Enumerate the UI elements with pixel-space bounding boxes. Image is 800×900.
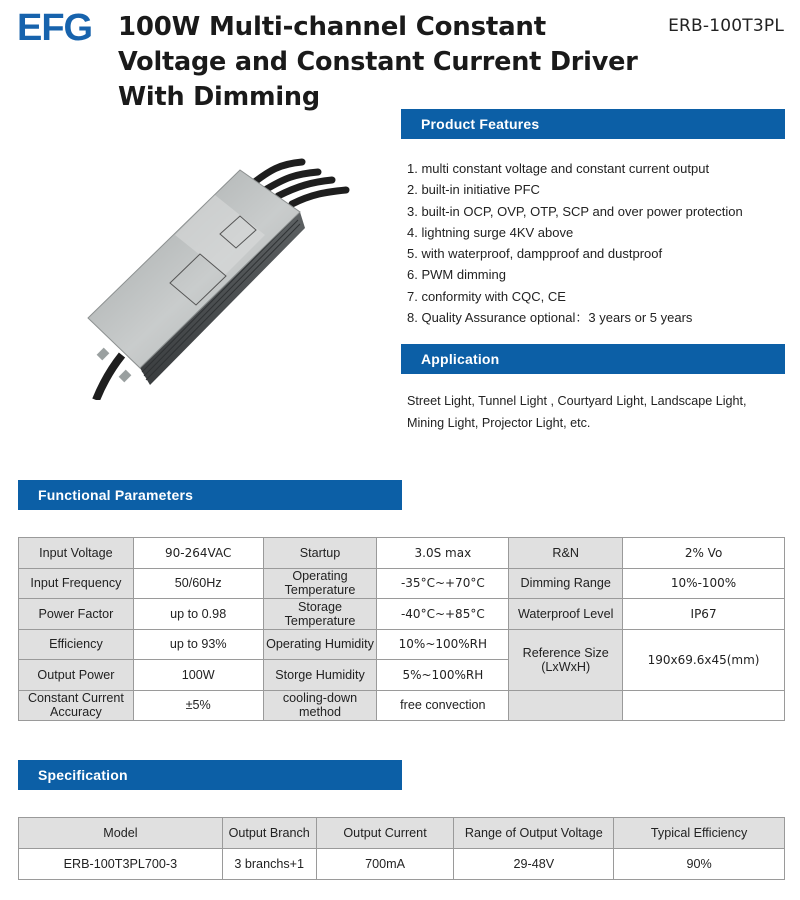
cell-efficiency: 90% — [614, 849, 785, 880]
product-image — [80, 150, 380, 400]
param-value: 90-264VAC — [133, 538, 263, 569]
param-label: Storage Temperature — [263, 599, 377, 630]
feature-item: 7. conformity with CQC, CE — [407, 288, 566, 304]
feature-item: 8. Quality Assurance optional：3 years or 5 years — [407, 310, 693, 326]
model-code: ERB-100T3PL — [668, 16, 784, 36]
param-value: 10%-100% — [623, 568, 785, 599]
column-header: Output Current — [316, 818, 454, 849]
param-value: -40°C~+85°C — [377, 599, 509, 630]
param-label: cooling-down method — [263, 690, 377, 721]
functional-parameters-banner: Functional Parameters — [18, 480, 402, 510]
param-label: Reference Size (LxWxH) — [509, 629, 623, 690]
functional-parameters-table — [18, 537, 785, 721]
param-value: ±5% — [133, 690, 263, 721]
param-value: 2% Vo — [623, 538, 785, 569]
param-value: up to 0.98 — [133, 599, 263, 630]
param-value: free convection — [377, 690, 509, 721]
table-row — [19, 538, 785, 569]
column-header: Model — [19, 818, 223, 849]
features-list — [407, 158, 743, 328]
param-label: Startup — [263, 538, 377, 569]
application-banner: Application — [401, 344, 785, 374]
table-row — [19, 568, 785, 599]
cell-model: ERB-100T3PL700-3 — [19, 849, 223, 880]
table-row — [19, 690, 785, 721]
param-value: up to 93% — [133, 629, 263, 660]
param-label: Power Factor — [19, 599, 134, 630]
led-driver-illustration-icon — [80, 150, 380, 400]
param-value: 5%~100%RH — [377, 660, 509, 691]
param-label: Constant Current Accuracy — [19, 690, 134, 721]
feature-item: 4. lightning surge 4KV above — [407, 224, 574, 240]
table-header-row — [19, 818, 785, 849]
column-header: Typical Efficiency — [614, 818, 785, 849]
param-label: Dimming Range — [509, 568, 623, 599]
param-label: Operating Humidity — [263, 629, 377, 660]
param-label — [509, 690, 623, 721]
cell-output-branch: 3 branchs+1 — [222, 849, 316, 880]
param-value: IP67 — [623, 599, 785, 630]
feature-item: 3. built-in OCP, OVP, OTP, SCP and over power protection — [407, 203, 743, 219]
product-features-banner: Product Features — [401, 109, 785, 139]
cell-output-current: 700mA — [316, 849, 454, 880]
param-label: Storge Humidity — [263, 660, 377, 691]
param-label: Input Voltage — [19, 538, 134, 569]
param-value: 3.0S max — [377, 538, 509, 569]
column-header: Output Branch — [222, 818, 316, 849]
param-label: Output Power — [19, 660, 134, 691]
param-value: 50/60Hz — [133, 568, 263, 599]
feature-item: 5. with waterproof, dampproof and dustproof — [407, 246, 663, 262]
table-row — [19, 629, 785, 660]
param-value: 190x69.6x45(mm) — [623, 629, 785, 690]
param-label: R&N — [509, 538, 623, 569]
param-label: Waterproof Level — [509, 599, 623, 630]
param-value: 10%~100%RH — [377, 629, 509, 660]
application-text: Street Light, Tunnel Light , Courtyard Light, Landscape Light, Mining Light, Projector Light, etc. — [407, 394, 747, 430]
table-row — [19, 849, 785, 880]
param-value — [623, 690, 785, 721]
param-label: Operating Temperature — [263, 568, 377, 599]
title-line-3: With Dimming — [118, 82, 320, 112]
feature-item: 1. multi constant voltage and constant current output — [407, 161, 710, 176]
param-value: -35°C~+70°C — [377, 568, 509, 599]
param-value: 100W — [133, 660, 263, 691]
title-line-2: Voltage and Constant Current Driver — [118, 47, 638, 77]
table-row — [19, 599, 785, 630]
specification-table — [18, 817, 785, 880]
title-line-1: 100W Multi-channel Constant — [118, 12, 546, 42]
brand-logo: EFG — [17, 7, 93, 49]
param-label: Input Frequency — [19, 568, 134, 599]
column-header: Range of Output Voltage — [454, 818, 614, 849]
feature-item: 2. built-in initiative PFC — [407, 182, 540, 198]
specification-banner: Specification — [18, 760, 402, 790]
param-label: Efficiency — [19, 629, 134, 660]
cell-output-voltage: 29-48V — [454, 849, 614, 880]
feature-item: 6. PWM dimming — [407, 267, 506, 283]
page-title — [118, 10, 638, 115]
